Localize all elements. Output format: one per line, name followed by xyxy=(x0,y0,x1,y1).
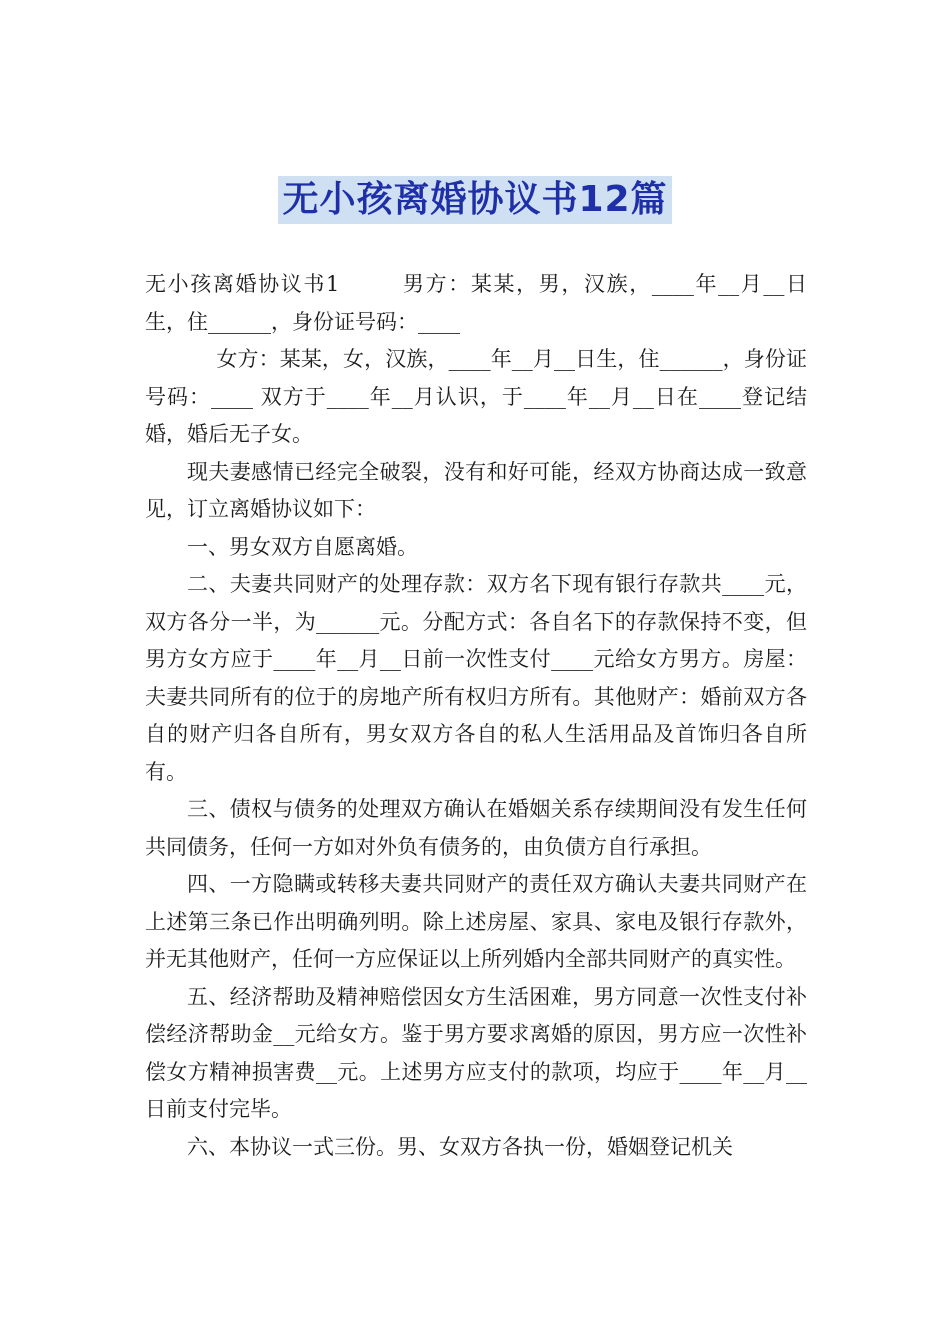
paragraph-clause-4: 四、一方隐瞒或转移夫妻共同财产的责任双方确认夫妻共同财产在上述第三条已作出明确列明。除上述房屋、家具、家电及银行存款外，并无其他财产，任何一方应保证以上所列婚内全部共同财产的真实性。 xyxy=(145,872,807,971)
paragraph-clause-2: 二、夫妻共同财产的处理存款：双方名下现有银行存款共____元，双方各分一半，为______元。分配方式：各自名下的存款保持不变，但男方女方应于____年__月__日前一次性支付____元给女方男方。房屋：夫妻共同所有的位于的房地产所有权归方所有。其他财产：婚前双方各自的财产归各自所有，男女双方各自的私人生活用品及首饰归各自所有。 xyxy=(145,572,807,784)
title-container xyxy=(0,176,950,224)
section-heading: 无小孩离婚协议书1 xyxy=(145,272,340,296)
paragraph-text: 男方：某某，男，汉族，____年__月__日生，住______，身份证号码：____ xyxy=(145,272,807,334)
document-title: 无小孩离婚协议书12篇 xyxy=(278,176,671,224)
document-body xyxy=(145,266,807,1166)
paragraph-clause-5: 五、经济帮助及精神赔偿因女方生活困难，男方同意一次性支付补偿经济帮助金__元给女方。鉴于男方要求离婚的原因，男方应一次性补偿女方精神损害费__元。上述男方应支付的款项，均应于____年__月__日前支付完毕。 xyxy=(145,984,807,1121)
paragraph-intro: 现夫妻感情已经完全破裂，没有和好可能，经双方协商达成一致意见，订立离婚协议如下： xyxy=(145,459,807,521)
paragraph-clause-1: 一、男女双方自愿离婚。 xyxy=(187,534,418,559)
paragraph-clause-6: 六、本协议一式三份。男、女双方各执一份，婚姻登记机关 xyxy=(187,1134,733,1159)
paragraph-man-info xyxy=(145,266,807,341)
paragraph-woman-info: 女方：某某，女，汉族，____年__月__日生，住______，身份证号码：____ 双方于____年__月认识，于____年__月__日在____登记结婚，婚后无子女。 xyxy=(145,347,807,446)
paragraph-clause-3: 三、债权与债务的处理双方确认在婚姻关系存续期间没有发生任何共同债务，任何一方如对外负有债务的，由负债方自行承担。 xyxy=(145,797,807,859)
